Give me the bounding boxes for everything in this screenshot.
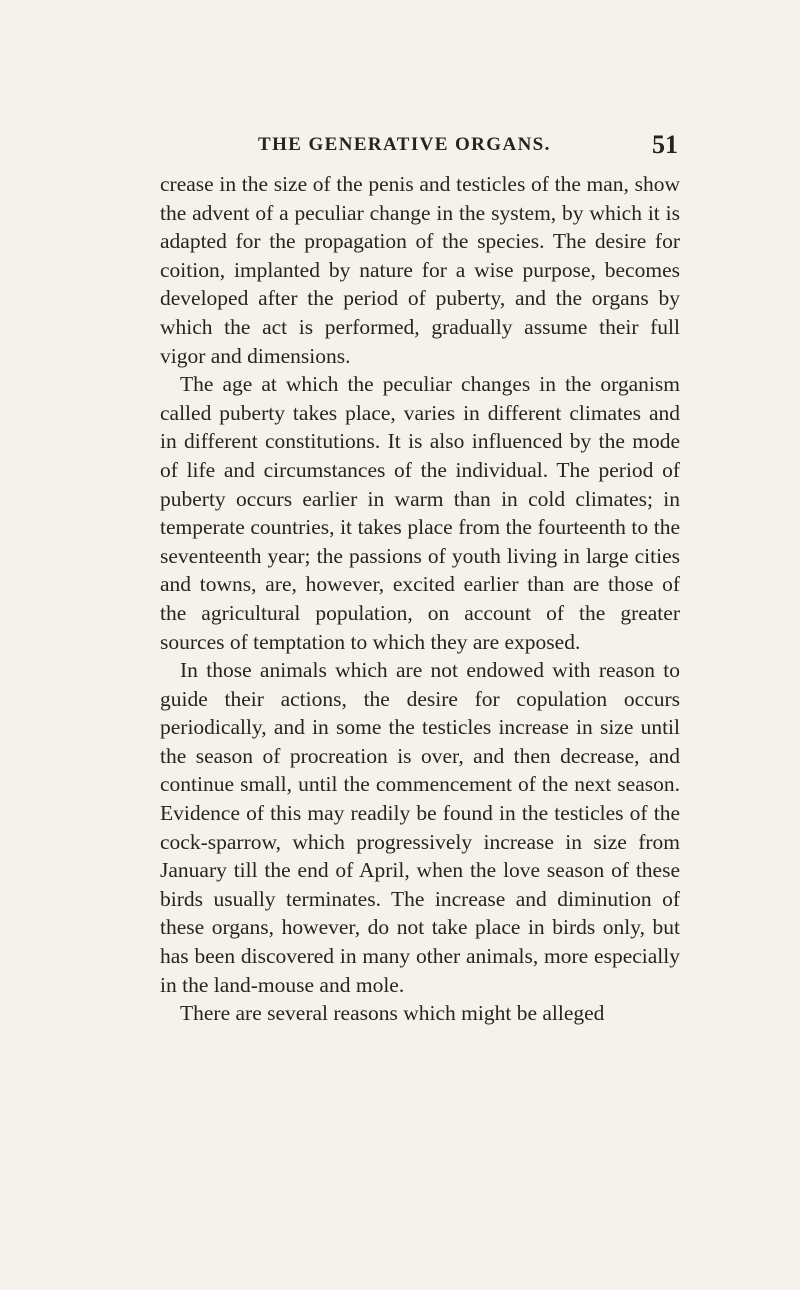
paragraph-puberty-age: The age at which the peculiar changes in the organism called puberty takes place, varies in different climates and in different constitutions. It is also influenced by the mode of life and circumstances of the individual. The period of puberty occurs earlier in warm than in cold climates; in temperate countries, it takes place from the fourteenth to the seventeenth year; the passions of youth living in large cities and towns, are, however, excited earlier than are those of the agricultural population, on account of the greater sources of temptation to which they are exposed. [160,372,680,654]
paragraph-animals: In those animals which are not endowed with reason to guide their actions, the desire for copulation occurs periodically, and in some the testicles increase in size until the season of procreation is over, and then decrease, and continue small, until the commencement of the next season. Evidence of this may readily be found in the testicles of the cock-sparrow, which progressively increase in size from January till the end of April, when the love season of these birds usually terminates. The increase and diminution of these organs, however, do not take place in birds only, but has been discovered in many other animals, more especially in the land-mouse and mole. [160,658,680,997]
body-text [160,170,680,1028]
running-header [258,127,678,163]
page-number: 51 [652,130,678,159]
running-title: THE GENERATIVE ORGANS. [258,134,551,155]
paragraph-continuation: crease in the size of the penis and testicles of the man, show the advent of a peculiar change in the system, by which it is adapted for the propagation of the species. The desire for coition, implanted by nature for a wise purpose, becomes developed after the period of puberty, and the organs by which the act is performed, gradually assume their full vigor and dimensions. [160,172,680,368]
paragraph-reasons: There are several reasons which might be alleged [180,1001,605,1026]
